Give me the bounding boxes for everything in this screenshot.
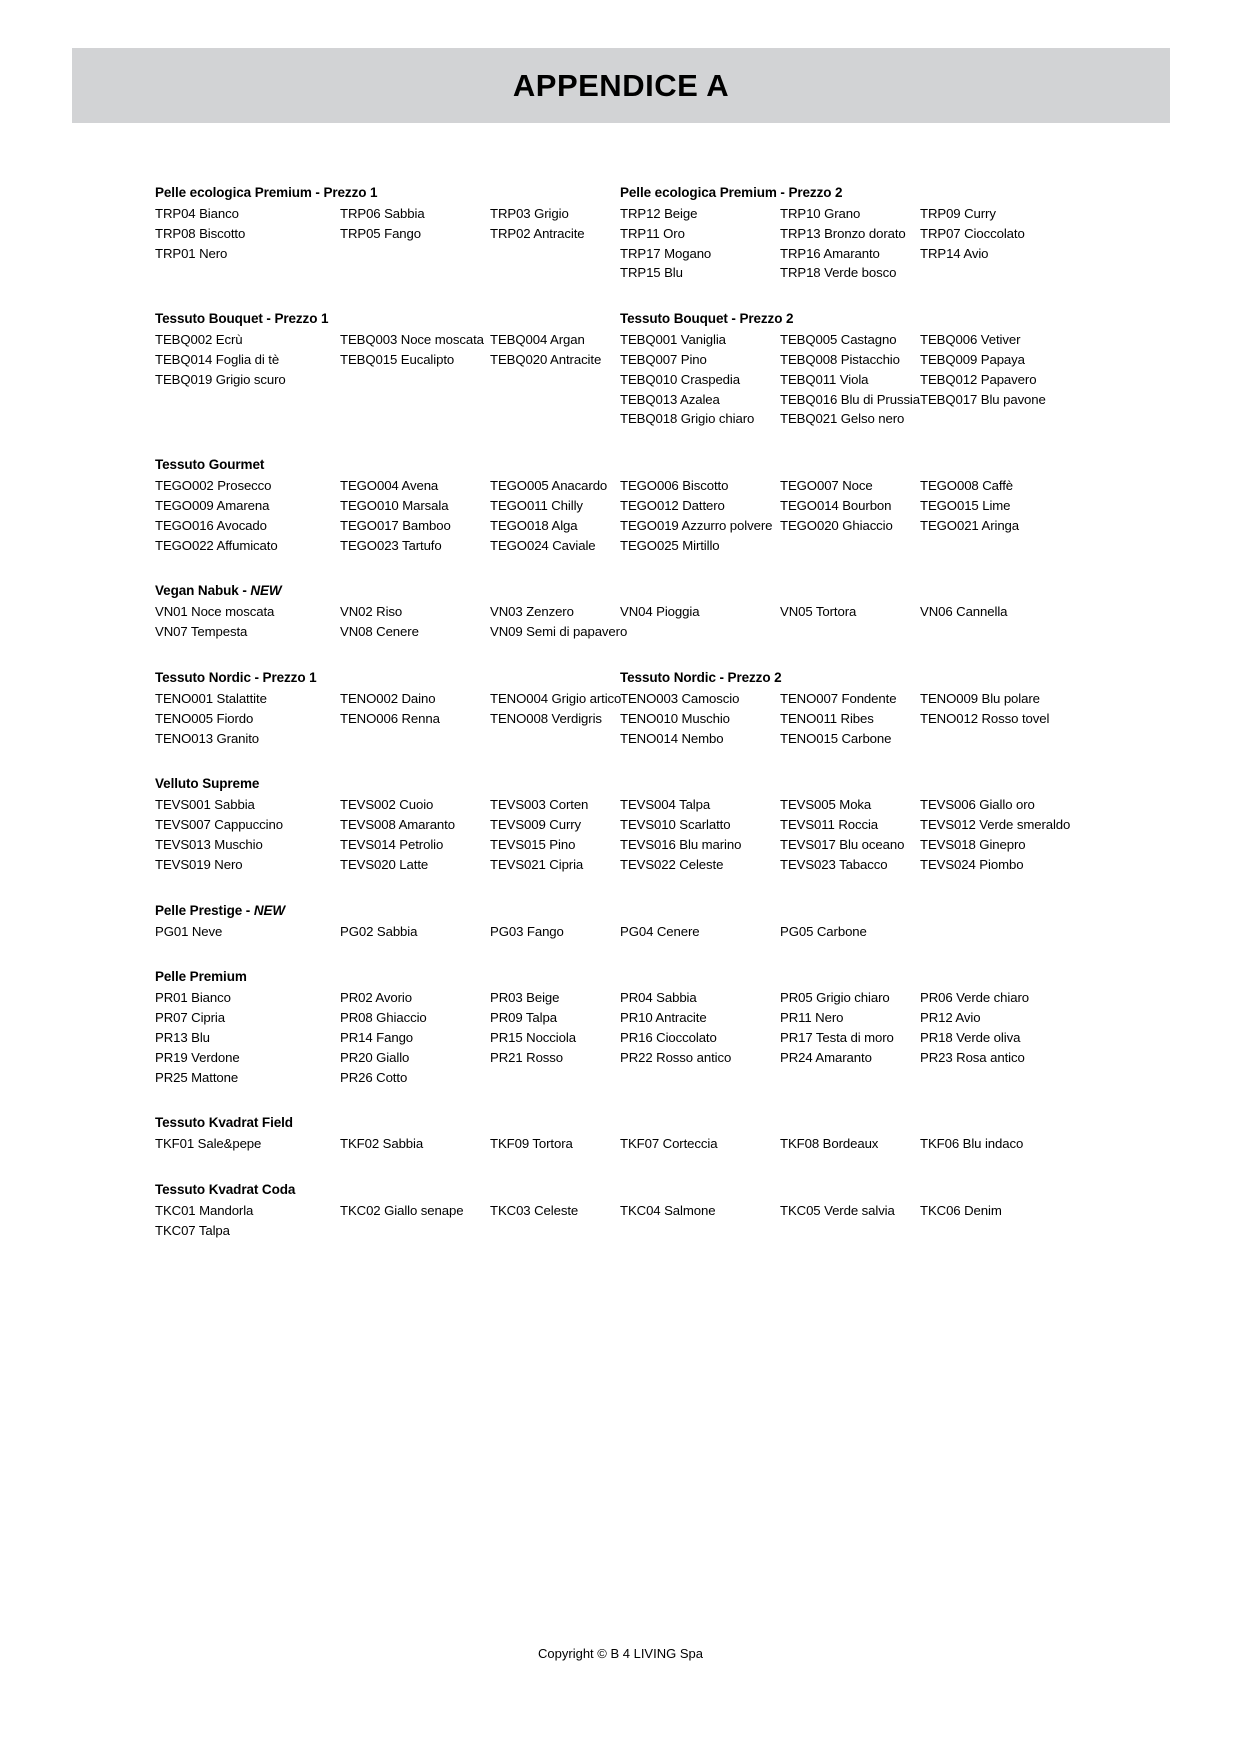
group-heading <box>620 967 1155 987</box>
color-row <box>155 1068 1155 1088</box>
color-cell <box>920 622 1110 642</box>
color-row <box>155 204 1155 224</box>
group-heading-text: Vegan Nabuk - <box>155 583 251 599</box>
color-cell: VN05 Tortora <box>780 604 857 620</box>
color-cell: TEGO022 Affumicato <box>155 537 278 553</box>
material-group-pelle-premium <box>155 967 1155 1113</box>
color-cell: TEBQ014 Foglia di tè <box>155 351 280 367</box>
color-cell <box>490 263 620 283</box>
color-cell: TRP09 Curry <box>920 206 996 221</box>
color-cell: TRP16 Amaranto <box>780 245 880 261</box>
color-cell: TENO015 Carbone <box>780 730 892 746</box>
color-cell: TEVS012 Verde smeraldo <box>920 817 1071 833</box>
color-cell <box>340 263 490 283</box>
color-cell: TRP06 Sabbia <box>340 206 425 221</box>
color-cell: TENO011 Ribes <box>780 710 874 726</box>
color-cell: PR05 Grigio chiaro <box>780 990 890 1006</box>
group-heading <box>620 901 1155 921</box>
color-cell: PG03 Fango <box>490 923 564 939</box>
color-cell: PR24 Amaranto <box>780 1049 872 1065</box>
color-cell: TEVS023 Tabacco <box>780 856 888 872</box>
color-cell: PG04 Cenere <box>620 923 700 939</box>
color-cell: TEBQ013 Azalea <box>620 391 720 407</box>
color-cell <box>920 1221 1110 1241</box>
color-row <box>155 795 1155 815</box>
color-cell: TEGO005 Anacardo <box>490 478 608 494</box>
color-cell: TEBQ016 Blu di Prussia <box>780 391 920 407</box>
color-cell: TEGO015 Lime <box>920 497 1011 513</box>
group-heading-row <box>155 901 1155 921</box>
color-cell: TEGO011 Chilly <box>490 497 583 513</box>
material-group-velluto-supreme <box>155 774 1155 900</box>
color-cell <box>490 390 620 410</box>
color-cell: TEGO008 Caffè <box>920 478 1014 494</box>
color-cell: TKF08 Bordeaux <box>780 1136 879 1152</box>
color-cell <box>920 536 1110 556</box>
color-cell: TEBQ020 Antracite <box>490 351 602 367</box>
group-heading: Tessuto Kvadrat Field <box>155 1115 293 1131</box>
group-spacer <box>155 555 1155 581</box>
color-cell <box>780 536 920 556</box>
color-cell: TKC05 Verde salvia <box>780 1203 895 1219</box>
color-cell <box>155 263 340 283</box>
color-cell: VN03 Zenzero <box>490 604 574 620</box>
color-cell: PR06 Verde chiaro <box>920 990 1029 1006</box>
material-group-tessuto-bouquet <box>155 309 1155 455</box>
color-cell: TEVS004 Talpa <box>620 797 711 813</box>
color-row <box>155 1028 1155 1048</box>
color-cell: TRP03 Grigio <box>490 206 569 221</box>
color-cell <box>340 409 490 429</box>
color-row <box>155 1221 1155 1241</box>
color-row <box>155 409 1155 429</box>
color-cell: TKC06 Denim <box>920 1203 1002 1219</box>
color-row <box>155 370 1155 390</box>
group-heading-row <box>155 668 1155 688</box>
color-cell <box>340 390 490 410</box>
group-spacer <box>155 283 1155 309</box>
color-cell <box>340 244 490 264</box>
color-cell: PG05 Carbone <box>780 923 867 939</box>
color-cell: PR22 Rosso antico <box>620 1049 732 1065</box>
group-heading-row <box>155 581 1155 601</box>
color-cell: PR04 Sabbia <box>620 990 697 1006</box>
material-group-tessuto-kvadrat-field <box>155 1113 1155 1180</box>
color-cell: PR11 Nero <box>780 1010 844 1026</box>
color-cell: TEGO024 Caviale <box>490 537 596 553</box>
color-cell <box>620 1068 780 1088</box>
color-cell: TEGO009 Amarena <box>155 497 270 513</box>
color-cell: TKF01 Sale&pepe <box>155 1136 262 1152</box>
color-cell: TRP10 Grano <box>780 206 861 221</box>
color-cell: TKF07 Corteccia <box>620 1136 718 1152</box>
color-cell: PR01 Bianco <box>155 990 231 1006</box>
color-cell: VN08 Cenere <box>340 624 419 640</box>
color-cell: TEVS021 Cipria <box>490 856 584 872</box>
color-row <box>155 729 1155 749</box>
material-group-tessuto-kvadrat-coda <box>155 1180 1155 1267</box>
color-cell <box>780 1221 920 1241</box>
color-cell: TEGO017 Bamboo <box>340 517 451 533</box>
color-row <box>155 496 1155 516</box>
color-cell <box>490 1068 620 1088</box>
material-group-pelle-ecologica-premium <box>155 183 1155 309</box>
color-cell: TEBQ006 Vetiver <box>920 332 1021 348</box>
group-heading-row <box>155 1113 1155 1133</box>
group-heading: Velluto Supreme <box>155 776 260 792</box>
color-cell: TEVS009 Curry <box>490 817 582 833</box>
group-heading-row <box>155 309 1155 329</box>
color-cell <box>340 370 490 390</box>
color-cell: TEVS014 Petrolio <box>340 836 444 852</box>
color-cell: TRP05 Fango <box>340 225 422 241</box>
color-cell: VN09 Semi di papavero <box>490 624 628 640</box>
color-row <box>155 536 1155 556</box>
color-cell: TKC02 Giallo senape <box>340 1203 464 1219</box>
group-heading: Tessuto Gourmet <box>155 457 265 473</box>
color-cell: TEGO002 Prosecco <box>155 478 272 494</box>
group-heading: Tessuto Bouquet - Prezzo 2 <box>620 311 794 327</box>
page-footer: Copyright © B 4 LIVING Spa <box>538 1646 703 1661</box>
color-cell: PR12 Avio <box>920 1010 981 1026</box>
color-cell: TEBQ002 Ecrù <box>155 332 243 348</box>
group-heading <box>620 774 1155 794</box>
color-cell: TENO013 Granito <box>155 730 260 746</box>
color-cell <box>490 409 620 429</box>
color-cell: TEBQ018 Grigio chiaro <box>620 411 755 427</box>
color-cell: PR26 Cotto <box>340 1069 408 1085</box>
color-cell <box>490 729 620 749</box>
group-heading <box>620 581 1155 601</box>
group-heading-row <box>155 774 1155 794</box>
color-cell: TEBQ012 Papavero <box>920 371 1037 387</box>
group-heading-text: Pelle Prestige - <box>155 902 254 918</box>
color-cell: PR08 Ghiaccio <box>340 1010 427 1026</box>
color-row <box>155 1008 1155 1028</box>
color-cell: PG02 Sabbia <box>340 923 418 939</box>
color-row <box>155 516 1155 536</box>
color-cell: VN04 Pioggia <box>620 604 700 620</box>
color-cell: TENO014 Nembo <box>620 730 724 746</box>
group-spacer <box>155 642 1155 668</box>
color-cell: TRP13 Bronzo dorato <box>780 225 906 241</box>
color-cell <box>340 1221 490 1241</box>
color-row <box>155 350 1155 370</box>
color-cell: TEGO019 Azzurro polvere <box>620 517 773 533</box>
color-cell: TKC04 Salmone <box>620 1203 716 1219</box>
color-cell: TENO005 Fiordo <box>155 710 254 726</box>
color-cell: VN06 Cannella <box>920 604 1008 620</box>
color-cell <box>340 729 490 749</box>
color-cell <box>620 622 780 642</box>
color-cell: TEBQ004 Argan <box>490 332 585 348</box>
color-cell: TKC07 Talpa <box>155 1222 230 1238</box>
color-cell: VN01 Noce moscata <box>155 604 275 620</box>
group-heading <box>620 1113 1155 1133</box>
group-heading-row <box>155 183 1155 203</box>
color-cell: TRP12 Beige <box>620 206 698 221</box>
new-badge: NEW <box>250 583 282 599</box>
color-cell: VN02 Riso <box>340 604 403 620</box>
color-cell: TEBQ017 Blu pavone <box>920 391 1046 407</box>
color-cell: TEBQ007 Pino <box>620 351 707 367</box>
color-row <box>155 390 1155 410</box>
color-cell: TEBQ011 Viola <box>780 371 869 387</box>
color-cell: TKC01 Mandorla <box>155 1203 254 1219</box>
color-row <box>155 815 1155 835</box>
group-heading <box>620 455 1155 475</box>
color-cell: TEVS003 Corten <box>490 797 589 813</box>
color-cell: TENO003 Camoscio <box>620 690 740 706</box>
group-heading: Tessuto Nordic - Prezzo 1 <box>155 669 317 685</box>
color-row <box>155 1134 1155 1154</box>
color-cell: TEVS006 Giallo oro <box>920 797 1035 813</box>
color-cell: TEBQ019 Grigio scuro <box>155 371 286 387</box>
color-cell: TEGO023 Tartufo <box>340 537 442 553</box>
color-cell: TRP18 Verde bosco <box>780 265 897 281</box>
color-cell: TEVS010 Scarlatto <box>620 817 731 833</box>
color-cell: PR21 Rosso <box>490 1049 564 1065</box>
color-cell: TEBQ009 Papaya <box>920 351 1025 367</box>
color-cell: TEVS020 Latte <box>340 856 429 872</box>
color-cell: TEBQ005 Castagno <box>780 332 897 348</box>
group-heading <box>620 1180 1155 1200</box>
color-cell: TEVS015 Pino <box>490 836 576 852</box>
color-cell: PR10 Antracite <box>620 1010 707 1026</box>
group-heading: Tessuto Kvadrat Coda <box>155 1182 296 1198</box>
color-cell <box>490 1221 620 1241</box>
color-row <box>155 922 1155 942</box>
color-cell: TRP08 Biscotto <box>155 225 246 241</box>
color-cell: TENO006 Renna <box>340 710 440 726</box>
group-heading <box>155 901 620 921</box>
color-row <box>155 330 1155 350</box>
color-cell <box>920 1068 1110 1088</box>
page-title-bar <box>72 48 1170 123</box>
material-color-listing <box>155 183 1155 1267</box>
color-cell: TRP02 Antracite <box>490 225 585 241</box>
color-cell: PR14 Fango <box>340 1029 414 1045</box>
color-cell: PR02 Avorio <box>340 990 412 1006</box>
color-cell: TEVS017 Blu oceano <box>780 836 905 852</box>
color-row <box>155 1048 1155 1068</box>
color-row <box>155 855 1155 875</box>
color-cell: TEGO006 Biscotto <box>620 478 729 494</box>
color-cell: TEVS018 Ginepro <box>920 836 1026 852</box>
color-cell: TEGO012 Dattero <box>620 497 725 513</box>
color-cell: TENO001 Stalattite <box>155 690 267 706</box>
color-cell: PR03 Beige <box>490 990 560 1006</box>
color-cell: TEBQ003 Noce moscata <box>340 332 484 348</box>
color-cell <box>920 263 1110 283</box>
color-cell <box>920 729 1110 749</box>
color-cell: TEGO020 Ghiaccio <box>780 517 893 533</box>
color-row <box>155 622 1155 642</box>
group-heading: Pelle Premium <box>155 969 247 985</box>
color-cell: VN07 Tempesta <box>155 624 248 640</box>
color-cell <box>155 409 340 429</box>
color-cell: TKF09 Tortora <box>490 1136 573 1152</box>
color-cell: PR09 Talpa <box>490 1010 557 1026</box>
group-heading: Tessuto Nordic - Prezzo 2 <box>620 669 782 685</box>
color-cell <box>490 370 620 390</box>
color-cell: TEGO021 Aringa <box>920 517 1020 533</box>
color-cell: TEBQ015 Eucalipto <box>340 351 455 367</box>
color-cell <box>780 622 920 642</box>
group-heading-row <box>155 455 1155 475</box>
color-row <box>155 476 1155 496</box>
color-cell: TEVS007 Cappuccino <box>155 817 283 833</box>
color-cell: PG01 Neve <box>155 923 223 939</box>
color-cell: TEVS022 Celeste <box>620 856 724 872</box>
color-cell: PR17 Testa di moro <box>780 1029 894 1045</box>
group-heading: Tessuto Bouquet - Prezzo 1 <box>155 311 329 327</box>
group-spacer <box>155 875 1155 901</box>
color-cell: PR20 Giallo <box>340 1049 410 1065</box>
color-cell: TRP01 Nero <box>155 245 228 261</box>
color-row <box>155 224 1155 244</box>
group-spacer <box>155 429 1155 455</box>
material-group-tessuto-nordic <box>155 668 1155 774</box>
color-cell: TEGO004 Avena <box>340 478 439 494</box>
material-group-vegan-nabuk <box>155 581 1155 668</box>
new-badge: NEW <box>253 902 286 918</box>
color-cell: PR25 Mattone <box>155 1069 239 1085</box>
color-cell: TEBQ001 Vaniglia <box>620 332 726 348</box>
color-cell: TRP15 Blu <box>620 265 683 281</box>
color-cell <box>155 390 340 410</box>
color-cell: TRP04 Bianco <box>155 206 239 221</box>
material-group-pelle-prestige <box>155 901 1155 968</box>
group-heading: Pelle ecologica Premium - Prezzo 2 <box>620 185 843 200</box>
color-cell <box>920 922 1110 942</box>
group-heading-row <box>155 1180 1155 1200</box>
color-cell: TKC03 Celeste <box>490 1203 579 1219</box>
color-row <box>155 988 1155 1008</box>
color-cell: PR15 Nocciola <box>490 1029 576 1045</box>
color-cell: TRP11 Oro <box>620 225 685 241</box>
color-cell <box>490 244 620 264</box>
color-cell: TEGO014 Bourbon <box>780 497 892 513</box>
color-cell: TKF02 Sabbia <box>340 1136 424 1152</box>
color-cell: TEBQ008 Pistacchio <box>780 351 900 367</box>
color-cell: TEBQ010 Craspedia <box>620 371 740 387</box>
color-cell: TENO010 Muschio <box>620 710 730 726</box>
color-cell: PR13 Blu <box>155 1029 210 1045</box>
color-cell <box>920 409 1110 429</box>
color-cell: TRP07 Cioccolato <box>920 225 1025 241</box>
color-row <box>155 602 1155 622</box>
color-row <box>155 709 1155 729</box>
color-cell: TENO007 Fondente <box>780 690 897 706</box>
color-cell <box>780 1068 920 1088</box>
page-title: APPENDICE A <box>512 67 730 103</box>
group-spacer <box>155 941 1155 967</box>
color-cell: PR16 Cioccolato <box>620 1029 717 1045</box>
color-cell: TEVS019 Nero <box>155 856 243 872</box>
material-group-tessuto-gourmet <box>155 455 1155 581</box>
color-cell: TENO009 Blu polare <box>920 690 1040 706</box>
color-cell: TEGO018 Alga <box>490 517 578 533</box>
color-cell: TEBQ021 Gelso nero <box>780 411 905 427</box>
color-cell: TENO002 Daino <box>340 690 436 706</box>
color-cell: TEVS016 Blu marino <box>620 836 742 852</box>
color-cell: TKF06 Blu indaco <box>920 1136 1024 1152</box>
color-cell: TENO012 Rosso tovel <box>920 710 1050 726</box>
color-cell: TEGO016 Avocado <box>155 517 267 533</box>
color-cell: TEVS013 Muschio <box>155 836 263 852</box>
color-cell: TENO004 Grigio artico <box>490 690 622 706</box>
group-heading: Pelle ecologica Premium - Prezzo 1 <box>155 185 378 200</box>
group-spacer <box>155 1241 1155 1267</box>
color-cell <box>620 1221 780 1241</box>
color-cell: TEGO007 Noce <box>780 478 873 494</box>
color-cell: PR07 Cipria <box>155 1010 225 1026</box>
color-cell: TENO008 Verdigris <box>490 710 602 726</box>
color-cell: TEVS005 Moka <box>780 797 872 813</box>
color-cell: PR23 Rosa antico <box>920 1049 1025 1065</box>
group-spacer <box>155 748 1155 774</box>
color-cell: TEVS011 Roccia <box>780 817 879 833</box>
group-heading <box>155 581 620 601</box>
color-row <box>155 1201 1155 1221</box>
color-cell: TEVS002 Cuoio <box>340 797 434 813</box>
group-heading-row <box>155 967 1155 987</box>
group-spacer <box>155 1154 1155 1180</box>
color-cell: PR19 Verdone <box>155 1049 240 1065</box>
color-cell: TRP14 Avio <box>920 245 989 261</box>
color-row <box>155 689 1155 709</box>
color-cell: TEVS001 Sabbia <box>155 797 255 813</box>
color-cell: TEGO010 Marsala <box>340 497 449 513</box>
color-cell: TEGO025 Mirtillo <box>620 537 720 553</box>
color-row <box>155 263 1155 283</box>
color-row <box>155 244 1155 264</box>
color-cell: TEVS024 Piombo <box>920 856 1024 872</box>
color-cell: TEVS008 Amaranto <box>340 817 455 833</box>
color-cell: TRP17 Mogano <box>620 245 712 261</box>
group-spacer <box>155 1087 1155 1113</box>
color-cell: PR18 Verde oliva <box>920 1029 1021 1045</box>
color-row <box>155 835 1155 855</box>
